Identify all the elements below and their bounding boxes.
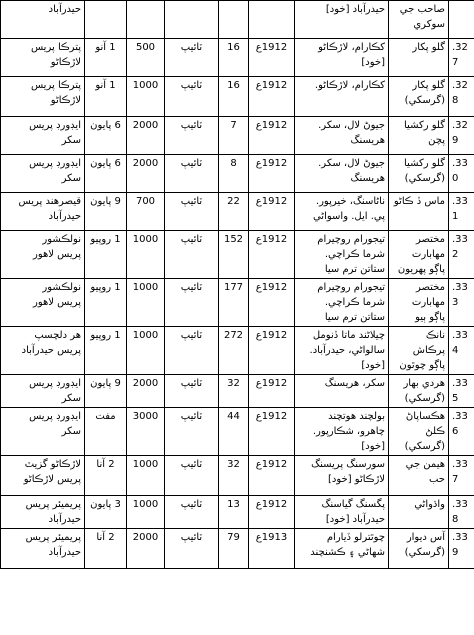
- author-cell: تيجورام روچيرام شرما ڪراچي. ستاتن ترم سيا: [295, 279, 389, 327]
- entry-number: .327: [449, 39, 474, 77]
- year-cell: 1912ع: [249, 155, 295, 193]
- year-cell: 1912ع: [249, 456, 295, 496]
- table-body: [1, 1, 474, 569]
- entry-number: .328: [449, 77, 474, 117]
- type-cell: ٽائيپ: [165, 456, 219, 496]
- type-cell: ٽائيپ: [165, 39, 219, 77]
- pages-cell: 13: [219, 496, 249, 529]
- title-cell: گلو رکشيا (گرسکي): [389, 155, 449, 193]
- year-cell: 1913ع: [249, 529, 295, 569]
- year-cell: 1912ع: [249, 77, 295, 117]
- table-row: [1, 77, 474, 117]
- author-cell: تيجورام روچيرام شرما ڪراچي. ستاتن ترم سيا: [295, 231, 389, 279]
- header-publisher: حيدرآباد: [1, 1, 85, 39]
- title-cell: هردي بهار (گرسکي): [389, 375, 449, 408]
- table-row: [1, 327, 474, 375]
- title-cell: ماس ڏ ڪاڻو: [389, 193, 449, 231]
- year-cell: 1912ع: [249, 408, 295, 456]
- type-cell: ٽائيپ: [165, 77, 219, 117]
- copies-cell: 2000: [127, 155, 165, 193]
- price-cell: 2 آنا: [85, 456, 127, 496]
- copies-cell: 2000: [127, 375, 165, 408]
- year-cell: 1912ع: [249, 39, 295, 77]
- publisher-cell: هر دلچسپ پريس حيدرآباد: [1, 327, 85, 375]
- title-cell: مختصر مهابارت پاڳو ٻيو: [389, 279, 449, 327]
- title-cell: گلو رکشيا پچن: [389, 117, 449, 155]
- publisher-cell: نولڪشور پريس لاهور: [1, 231, 85, 279]
- year-cell: 1912ع: [249, 193, 295, 231]
- entry-number: .335: [449, 375, 474, 408]
- publisher-cell: نولڪشور پريس لاهور: [1, 279, 85, 327]
- author-cell: بولچند هوتچند چاهرو، شڪارپور. [خود]: [295, 408, 389, 456]
- pages-cell: 177: [219, 279, 249, 327]
- copies-cell: 3000: [127, 408, 165, 456]
- entry-number: .330: [449, 155, 474, 193]
- author-cell: چوٿترلو ڏيارام شهاڻي ۽ ڪشنچند: [295, 529, 389, 569]
- author-cell: کڪارام، لاڙڪاڻو [خود]: [295, 39, 389, 77]
- price-cell: 9 پايون: [85, 375, 127, 408]
- type-cell: ٽائيپ: [165, 231, 219, 279]
- title-cell: مختصر مهابارت پاڳو پهريون: [389, 231, 449, 279]
- pages-cell: 32: [219, 375, 249, 408]
- type-cell: ٽائيپ: [165, 496, 219, 529]
- title-cell: آس ديوار (گرسکي): [389, 529, 449, 569]
- price-cell: 6 پايون: [85, 155, 127, 193]
- entry-number: .331: [449, 193, 474, 231]
- author-cell: جيوڻ لال، سکر. هريسنگ: [295, 155, 389, 193]
- copies-cell: 2000: [127, 117, 165, 155]
- entry-number: .337: [449, 456, 474, 496]
- author-cell: ناڻاسنگ، خيرپور. پي. ايل. واسواڻي: [295, 193, 389, 231]
- type-cell: ٽائيپ: [165, 529, 219, 569]
- type-cell: ٽائيپ: [165, 279, 219, 327]
- publisher-cell: ايڊورڊ پريس سکر: [1, 375, 85, 408]
- header-title: صاحب جي سوکري: [389, 1, 449, 39]
- copies-cell: 2000: [127, 529, 165, 569]
- publisher-cell: پريميئر پريس حيدرآباد: [1, 529, 85, 569]
- table-row: [1, 456, 474, 496]
- pages-cell: 79: [219, 529, 249, 569]
- author-cell: چيلاڻند ماتا ڏنومل سالواڻي، حيدرآباد. [خود]: [295, 327, 389, 375]
- author-cell: پگسنگ گياسنگ حيدرآباد [خود]: [295, 496, 389, 529]
- title-cell: هڪساپاڻ ڪلڻ (گرسکي): [389, 408, 449, 456]
- type-cell: ٽائيپ: [165, 327, 219, 375]
- pages-cell: 32: [219, 456, 249, 496]
- publisher-cell: ايڊورڊ پريس سکر: [1, 408, 85, 456]
- pages-cell: 16: [219, 39, 249, 77]
- pages-cell: 22: [219, 193, 249, 231]
- year-cell: 1912ع: [249, 496, 295, 529]
- type-cell: ٽائيپ: [165, 193, 219, 231]
- price-cell: 1 روپيو: [85, 279, 127, 327]
- pages-cell: 272: [219, 327, 249, 375]
- entry-number: .334: [449, 327, 474, 375]
- table-row: [1, 231, 474, 279]
- publisher-cell: پترڪا پريس لاڙڪاڻو: [1, 39, 85, 77]
- table-row: [1, 117, 474, 155]
- price-cell: 1 روپيو: [85, 327, 127, 375]
- table-row: [1, 155, 474, 193]
- table-row: [1, 408, 474, 456]
- author-cell: سورسنگ پريسنگ لاڙڪاڻو [خود]: [295, 456, 389, 496]
- type-cell: ٽائيپ: [165, 117, 219, 155]
- entry-number: .329: [449, 117, 474, 155]
- type-cell: ٽائيپ: [165, 375, 219, 408]
- publisher-cell: لاڙڪاڻو گزيٽ پريس لاڙڪاڻو: [1, 456, 85, 496]
- publisher-cell: پترڪا پريس لاڙڪاڻو: [1, 77, 85, 117]
- pages-cell: 16: [219, 77, 249, 117]
- copies-cell: 1000: [127, 77, 165, 117]
- publisher-cell: ايڊورڊ پريس سکر: [1, 117, 85, 155]
- price-cell: 6 پايون: [85, 117, 127, 155]
- table-row: [1, 193, 474, 231]
- table-row: [1, 529, 474, 569]
- type-cell: ٽائيپ: [165, 408, 219, 456]
- year-cell: 1912ع: [249, 279, 295, 327]
- year-cell: 1912ع: [249, 327, 295, 375]
- entry-number: .333: [449, 279, 474, 327]
- header-row: [1, 1, 474, 39]
- title-cell: هيمن جي حب: [389, 456, 449, 496]
- year-cell: 1912ع: [249, 117, 295, 155]
- copies-cell: 700: [127, 193, 165, 231]
- table-row: [1, 375, 474, 408]
- pages-cell: 7: [219, 117, 249, 155]
- entry-number: .338: [449, 496, 474, 529]
- year-cell: 1912ع: [249, 375, 295, 408]
- entry-number: .332: [449, 231, 474, 279]
- price-cell: 3 پايون: [85, 496, 127, 529]
- pages-cell: 44: [219, 408, 249, 456]
- pages-cell: 8: [219, 155, 249, 193]
- entry-number: .339: [449, 529, 474, 569]
- price-cell: 2 آنا: [85, 529, 127, 569]
- pages-cell: 152: [219, 231, 249, 279]
- publisher-cell: ايڊورڊ پريس سکر: [1, 155, 85, 193]
- copies-cell: 1000: [127, 327, 165, 375]
- publisher-cell: پريميئر پريس حيدرآباد: [1, 496, 85, 529]
- header-author: حيدرآباد [خود]: [295, 1, 389, 39]
- year-cell: 1912ع: [249, 231, 295, 279]
- price-cell: 9 پايون: [85, 193, 127, 231]
- price-cell: 1 آنو: [85, 39, 127, 77]
- copies-cell: 500: [127, 39, 165, 77]
- publisher-cell: قيصرهند پريس حيدرآباد: [1, 193, 85, 231]
- author-cell: کڪارام، لاڙڪاڻو.: [295, 77, 389, 117]
- entry-number: .336: [449, 408, 474, 456]
- title-cell: گلو پکار: [389, 39, 449, 77]
- copies-cell: 1000: [127, 496, 165, 529]
- price-cell: مفت: [85, 408, 127, 456]
- author-cell: جيوڻ لال، سکر. هريسنگ: [295, 117, 389, 155]
- copies-cell: 1000: [127, 456, 165, 496]
- type-cell: ٽائيپ: [165, 155, 219, 193]
- table-row: [1, 39, 474, 77]
- author-cell: سکر، هريسنگ: [295, 375, 389, 408]
- price-cell: 1 آنو: [85, 77, 127, 117]
- title-cell: نانڪ پرڪاش پاڳو چوٿون: [389, 327, 449, 375]
- title-cell: واڌواڻي: [389, 496, 449, 529]
- table-row: [1, 496, 474, 529]
- copies-cell: 1000: [127, 231, 165, 279]
- table-row: [1, 279, 474, 327]
- title-cell: گلو پکار (گرسکي): [389, 77, 449, 117]
- price-cell: 1 روپيو: [85, 231, 127, 279]
- copies-cell: 1000: [127, 279, 165, 327]
